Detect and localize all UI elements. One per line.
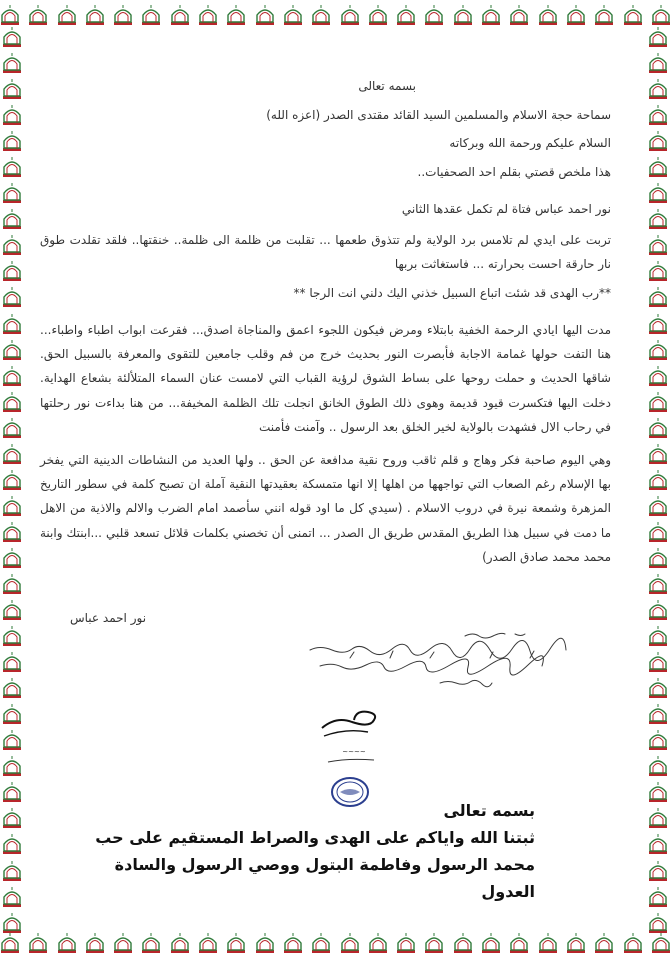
mosque-dome-ornament-icon — [2, 912, 22, 934]
mosque-dome-ornament-icon — [28, 4, 48, 26]
mosque-dome-ornament-icon — [340, 4, 360, 26]
mosque-dome-ornament-icon — [648, 573, 668, 595]
mosque-dome-ornament-icon — [453, 932, 473, 954]
mosque-dome-ornament-icon — [648, 495, 668, 517]
mosque-dome-ornament-icon — [648, 833, 668, 855]
mosque-dome-ornament-icon — [648, 886, 668, 908]
mosque-dome-ornament-icon — [2, 130, 22, 152]
mosque-dome-ornament-icon — [396, 932, 416, 954]
mosque-dome-ornament-icon — [170, 932, 190, 954]
mosque-dome-ornament-icon — [2, 886, 22, 908]
mosque-dome-ornament-icon — [648, 260, 668, 282]
mosque-dome-ornament-icon — [368, 932, 388, 954]
letter-quote: **رب الهدى قد شئت اتباع السبيل خذني اليك دلني انت الرجا ** — [293, 286, 611, 300]
mosque-dome-ornament-icon — [2, 208, 22, 230]
mosque-dome-ornament-icon — [538, 932, 558, 954]
mosque-dome-ornament-icon — [648, 156, 668, 178]
mosque-dome-ornament-icon — [424, 4, 444, 26]
mosque-dome-ornament-icon — [2, 781, 22, 803]
reply-line-2: محمد الرسول وفاطمة البتول ووصي الرسول والسادة — [114, 855, 535, 874]
mosque-dome-ornament-icon — [57, 932, 77, 954]
printed-reply — [40, 798, 535, 905]
mosque-dome-ornament-icon — [2, 521, 22, 543]
mosque-dome-ornament-icon — [648, 339, 668, 361]
mosque-dome-ornament-icon — [648, 234, 668, 256]
letter-greeting: السلام عليكم ورحمة الله وبركاته — [449, 136, 611, 150]
mosque-dome-ornament-icon — [85, 4, 105, 26]
right-border — [648, 26, 670, 934]
round-seal-stamp-icon — [314, 710, 384, 810]
mosque-dome-ornament-icon — [648, 78, 668, 100]
mosque-dome-ornament-icon — [2, 286, 22, 308]
mosque-dome-ornament-icon — [2, 443, 22, 465]
reply-line-3: العدول — [481, 882, 535, 901]
mosque-dome-ornament-icon — [509, 932, 529, 954]
mosque-dome-ornament-icon — [424, 932, 444, 954]
mosque-dome-ornament-icon — [566, 4, 586, 26]
mosque-dome-ornament-icon — [226, 4, 246, 26]
mosque-dome-ornament-icon — [28, 932, 48, 954]
mosque-dome-ornament-icon — [85, 932, 105, 954]
mosque-dome-ornament-icon — [648, 651, 668, 673]
mosque-dome-ornament-icon — [340, 932, 360, 954]
letter-basmala: بسمه تعالى — [358, 79, 416, 93]
letter-paragraph-2: مدت اليها ايادي الرحمة الخفية بابتلاء ومرض فيكون اللجوء اعمق والمناجاة اصدق... فقرعت ابواب اطباء واطباء... هنا التفت حولها غمامة الاجابة فأبصرت النور بحديث خرج من فم وقلب جامعين للتقوى والمعرفة بالسبيل الحق. شاقها الحديث و حملت روحها على بساط الشوق لرؤية القباب التي لامست عنان السماء المتلألئة بشعاع الهداية. دخلت اليها فتكسرت قيود قديمة وهوى ذلك الطوق الخانق انجلت تلك الظلمة المخيفة... من هنا بداءت نور رحلتها في رحاب الال فشهدت بالولاية لخير الخلق بعد الرسول .. وآمنت فأمنت — [40, 323, 611, 434]
mosque-dome-ornament-icon — [255, 932, 275, 954]
mosque-dome-ornament-icon — [648, 729, 668, 751]
letter-paragraph-1: تربت على ايدي لم تلامس برد الولاية ولم تتذوق طعمها ... تقلبت من ظلمة الى ظلمة.. خنقتها.. فلقد تقلدت طوق نار حارقة احست بحرارته ... فاستغاثت بربها — [40, 233, 611, 272]
mosque-dome-ornament-icon — [2, 860, 22, 882]
mosque-dome-ornament-icon — [2, 78, 22, 100]
mosque-dome-ornament-icon — [2, 677, 22, 699]
mosque-dome-ornament-icon — [509, 4, 529, 26]
mosque-dome-ornament-icon — [481, 932, 501, 954]
mosque-dome-ornament-icon — [283, 932, 303, 954]
mosque-dome-ornament-icon — [368, 4, 388, 26]
top-border — [0, 4, 671, 30]
mosque-dome-ornament-icon — [648, 677, 668, 699]
mosque-dome-ornament-icon — [2, 417, 22, 439]
mosque-dome-ornament-icon — [648, 130, 668, 152]
mosque-dome-ornament-icon — [198, 932, 218, 954]
mosque-dome-ornament-icon — [651, 932, 671, 954]
mosque-dome-ornament-icon — [594, 932, 614, 954]
mosque-dome-ornament-icon — [2, 651, 22, 673]
mosque-dome-ornament-icon — [2, 573, 22, 595]
mosque-dome-ornament-icon — [2, 52, 22, 74]
mosque-dome-ornament-icon — [2, 339, 22, 361]
letter-address: سماحة حجة الاسلام والمسلمين السيد القائد مقتدى الصدر (اعزه الله) — [266, 108, 611, 122]
mosque-dome-ornament-icon — [226, 932, 246, 954]
mosque-dome-ornament-icon — [2, 807, 22, 829]
mosque-dome-ornament-icon — [198, 4, 218, 26]
mosque-dome-ornament-icon — [648, 781, 668, 803]
mosque-dome-ornament-icon — [648, 521, 668, 543]
mosque-dome-ornament-icon — [2, 260, 22, 282]
svg-text:~~~~: ~~~~ — [342, 748, 366, 756]
mosque-dome-ornament-icon — [2, 26, 22, 48]
mosque-dome-ornament-icon — [648, 104, 668, 126]
mosque-dome-ornament-icon — [2, 182, 22, 204]
mosque-dome-ornament-icon — [566, 932, 586, 954]
mosque-dome-ornament-icon — [141, 4, 161, 26]
mosque-dome-ornament-icon — [648, 313, 668, 335]
handwritten-reply-image — [290, 628, 590, 698]
mosque-dome-ornament-icon — [2, 755, 22, 777]
mosque-dome-ornament-icon — [113, 932, 133, 954]
mosque-dome-ornament-icon — [141, 932, 161, 954]
mosque-dome-ornament-icon — [648, 286, 668, 308]
mosque-dome-ornament-icon — [2, 104, 22, 126]
mosque-dome-ornament-icon — [2, 833, 22, 855]
mosque-dome-ornament-icon — [0, 4, 20, 26]
mosque-dome-ornament-icon — [113, 4, 133, 26]
mosque-dome-ornament-icon — [2, 313, 22, 335]
mosque-dome-ornament-icon — [648, 26, 668, 48]
mosque-dome-ornament-icon — [453, 4, 473, 26]
mosque-dome-ornament-icon — [283, 4, 303, 26]
mosque-dome-ornament-icon — [481, 4, 501, 26]
mosque-dome-ornament-icon — [648, 703, 668, 725]
mosque-dome-ornament-icon — [255, 4, 275, 26]
mosque-dome-ornament-icon — [648, 391, 668, 413]
mosque-dome-ornament-icon — [648, 417, 668, 439]
mosque-dome-ornament-icon — [648, 469, 668, 491]
mosque-dome-ornament-icon — [648, 208, 668, 230]
mosque-dome-ornament-icon — [2, 391, 22, 413]
mosque-dome-ornament-icon — [648, 755, 668, 777]
reply-line-1: ثبتنا الله واياكم على الهدى والصراط المستقيم على حب — [95, 828, 535, 847]
mosque-dome-ornament-icon — [648, 807, 668, 829]
mosque-dome-ornament-icon — [57, 4, 77, 26]
mosque-dome-ornament-icon — [2, 156, 22, 178]
mosque-dome-ornament-icon — [2, 599, 22, 621]
mosque-dome-ornament-icon — [2, 495, 22, 517]
mosque-dome-ornament-icon — [2, 703, 22, 725]
mosque-dome-ornament-icon — [0, 932, 20, 954]
mosque-dome-ornament-icon — [2, 234, 22, 256]
letter-intro: هذا ملخص قصتي بقلم احد الصحفيات.. — [417, 165, 611, 179]
reply-basmala: بسمه تعالى — [443, 801, 535, 820]
letter-paragraph-3: وهي اليوم صاحبة فكر وهاج و قلم ثاقب وروح نقية مدافعة عن الحق .. ولها العديد من النشاطات الدينية التي يفخر بها الإسلام رغم الصعاب التي تواجهها من اهلها إلا انها متمسكة بعقيدتها النقية آملة ان تصبح كلمة في سطور التاريخ المزهرة وشمعة نيرة في دروب الاسلام . (سيدي كل ما اود قوله انني سأصمد امام الضرب والالم والاذية من الاهل ما دمت في سبيل هذا الطريق المقدس طريق ال الصدر ... اتمنى أن تخصني بكلمات قلائل تسعد قلبي ...ابنتك وابنة محمد محمد صادق الصدر) — [40, 453, 611, 564]
mosque-dome-ornament-icon — [651, 4, 671, 26]
mosque-dome-ornament-icon — [170, 4, 190, 26]
letter-signature: نور احمد عباس — [70, 611, 147, 625]
left-border — [2, 26, 24, 934]
mosque-dome-ornament-icon — [396, 4, 416, 26]
mosque-dome-ornament-icon — [2, 469, 22, 491]
mosque-dome-ornament-icon — [648, 599, 668, 621]
bottom-border — [0, 932, 671, 958]
mosque-dome-ornament-icon — [648, 860, 668, 882]
mosque-dome-ornament-icon — [648, 443, 668, 465]
mosque-dome-ornament-icon — [648, 547, 668, 569]
mosque-dome-ornament-icon — [648, 182, 668, 204]
mosque-dome-ornament-icon — [2, 729, 22, 751]
mosque-dome-ornament-icon — [648, 912, 668, 934]
mosque-dome-ornament-icon — [311, 932, 331, 954]
mosque-dome-ornament-icon — [2, 365, 22, 387]
letter-author-line: نور احمد عباس فتاة لم تكمل عقدها الثاني — [401, 202, 611, 216]
mosque-dome-ornament-icon — [311, 4, 331, 26]
mosque-dome-ornament-icon — [648, 625, 668, 647]
mosque-dome-ornament-icon — [623, 4, 643, 26]
mosque-dome-ornament-icon — [648, 365, 668, 387]
mosque-dome-ornament-icon — [623, 932, 643, 954]
mosque-dome-ornament-icon — [538, 4, 558, 26]
mosque-dome-ornament-icon — [648, 52, 668, 74]
mosque-dome-ornament-icon — [594, 4, 614, 26]
mosque-dome-ornament-icon — [2, 625, 22, 647]
mosque-dome-ornament-icon — [2, 547, 22, 569]
